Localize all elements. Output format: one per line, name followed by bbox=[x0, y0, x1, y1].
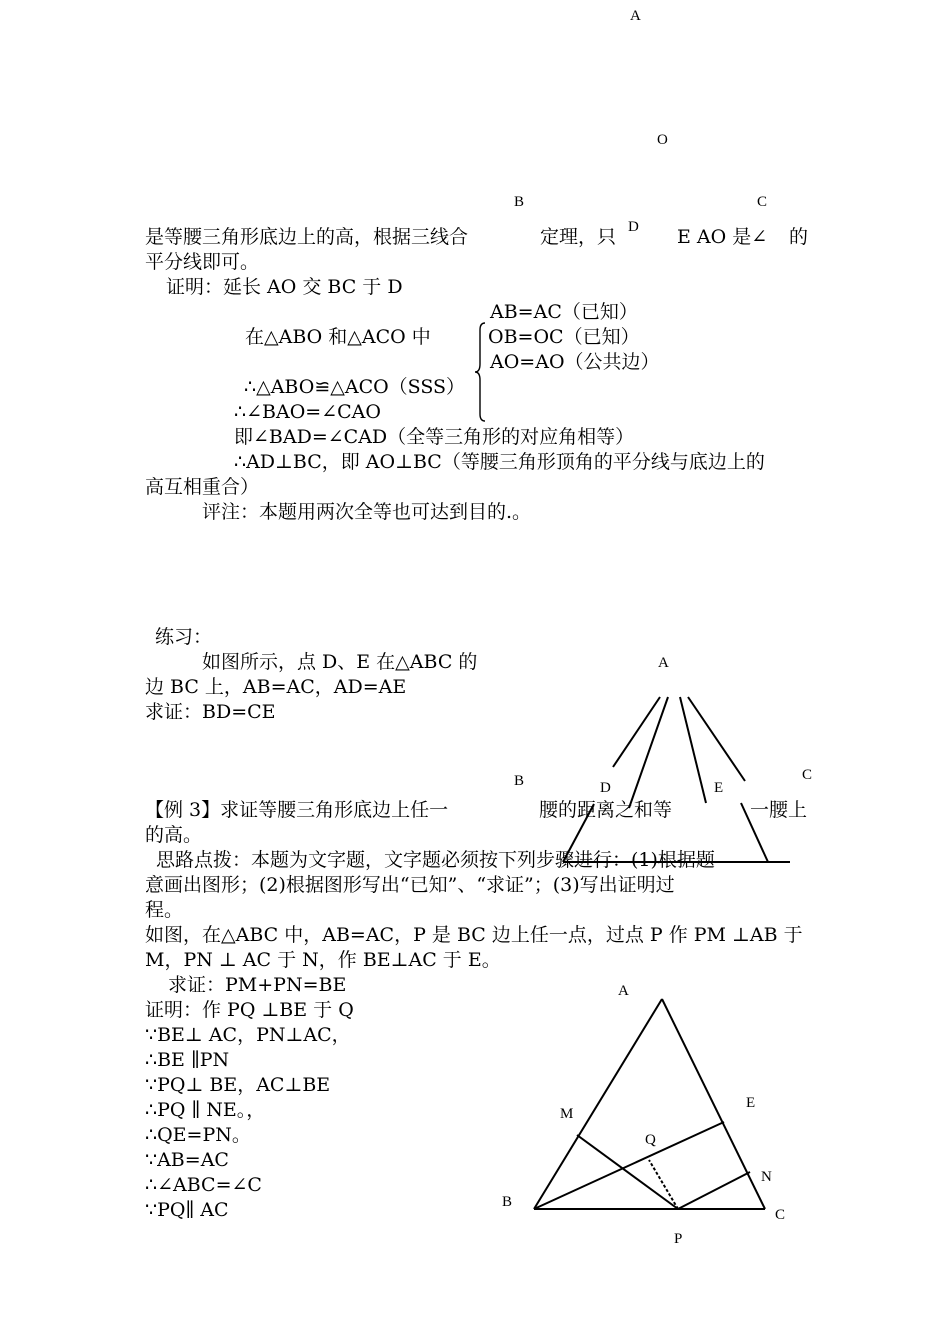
fig3-label-e: E bbox=[746, 1095, 756, 1111]
fig3-label-c: C bbox=[775, 1207, 786, 1223]
practice-title: 练习： bbox=[155, 626, 213, 648]
practice-line3: 求证：BD=CE bbox=[145, 701, 276, 723]
sec1-comment: 评注：本题用两次全等也可达到目的.。 bbox=[202, 501, 532, 523]
ex3-proof-line: ∴BE ∥PN bbox=[145, 1049, 230, 1071]
ex3-title-part2: 腰的距离之和等 bbox=[539, 799, 673, 821]
sec1-line1b: 定理，只 bbox=[540, 226, 617, 248]
ex3-proof-line: 证明：作 PQ ⊥BE 于 Q bbox=[145, 999, 354, 1021]
fig2-label-a: A bbox=[658, 655, 669, 671]
sec1-cond1: AB=AC（已知） bbox=[490, 301, 638, 323]
fig2-label-c: C bbox=[802, 767, 813, 783]
ex3-title-part1: 【例 3】求证等腰三角形底边上任一 bbox=[145, 799, 449, 821]
sec1-step4: ∴AD⊥BC，即 AO⊥BC（等腰三角形顶角的平分线与底边上的 bbox=[234, 451, 765, 473]
ex3-title-line2: 的高。 bbox=[145, 824, 203, 846]
ex3-hint3: 程。 bbox=[145, 899, 184, 921]
ex3-proof-line: ∴∠ABC=∠C bbox=[145, 1174, 262, 1196]
sec1-step3: 即∠BAD=∠CAD（全等三角形的对应角相等） bbox=[234, 426, 635, 448]
fig2-label-b: B bbox=[514, 773, 525, 789]
fig3-segment-pm bbox=[577, 1135, 678, 1209]
fig3-label-m: M bbox=[560, 1106, 574, 1122]
ex3-title-part3: 一腰上 bbox=[750, 799, 808, 821]
sec1-step2: ∴∠BAO=∠CAO bbox=[234, 401, 381, 423]
fig1-label-o: O bbox=[657, 132, 668, 148]
ex3-proof-line: ∵BE⊥ AC，PN⊥AC， bbox=[145, 1024, 351, 1046]
ex3-hint1: 思路点拨：本题为文字题，文字题必须按下列步骤进行：(1)根据题 bbox=[156, 849, 715, 871]
fig3-label-a: A bbox=[618, 983, 629, 999]
sec1-cond3: AO=AO（公共边） bbox=[490, 351, 660, 373]
ex3-proof-line: ∵PQ∥ AC bbox=[145, 1199, 229, 1221]
fig3-segment-pn bbox=[678, 1172, 750, 1209]
fig2-label-d: D bbox=[600, 780, 611, 796]
fig3-label-p: P bbox=[674, 1231, 683, 1247]
fig2-label-e: E bbox=[714, 780, 724, 796]
ex3-proof-line: ∴QE=PN。 bbox=[145, 1124, 251, 1146]
ex3-proof-line: ∵PQ⊥ BE，AC⊥BE bbox=[145, 1074, 331, 1096]
ex3-given1: 如图，在△ABC 中，AB=AC，P 是 BC 边上任一点，过点 P 作 PM ⊥AB 于 bbox=[145, 924, 803, 946]
sec1-line3: 证明：延长 AO 交 BC 于 D bbox=[166, 276, 403, 298]
fig3-label-q: Q bbox=[645, 1132, 656, 1148]
ex3-prove: 求证：PM+PN=BE bbox=[168, 974, 347, 996]
sec1-cond2: OB=OC（已知） bbox=[488, 326, 640, 348]
ex3-proof-line: ∵AB=AC bbox=[145, 1149, 229, 1171]
fig3-label-b: B bbox=[502, 1194, 513, 1210]
sec1-step1: ∴△ABO≌△ACO（SSS） bbox=[244, 376, 466, 398]
sec1-line1d: 的 bbox=[789, 226, 809, 248]
fig1-label-c: C bbox=[757, 194, 768, 210]
fig1-label-b: B bbox=[514, 194, 525, 210]
ex3-given2: M，PN ⊥ AC 于 N，作 BE⊥AC 于 E。 bbox=[145, 949, 501, 971]
fig1-label-a: A bbox=[630, 8, 641, 24]
fig3-segment-pq bbox=[649, 1160, 678, 1209]
fig3-side-ab bbox=[534, 999, 662, 1209]
sec1-line1c: E AO 是∠ bbox=[677, 226, 768, 248]
fig3-segment-be bbox=[534, 1122, 724, 1209]
practice-line2: 边 BC 上，AB=AC，AD=AE bbox=[145, 676, 407, 698]
ex3-proof-line: ∴PQ ∥ NE。， bbox=[145, 1099, 266, 1121]
fig1-label-d: D bbox=[628, 219, 639, 235]
sec1-line2: 平分线即可。 bbox=[145, 251, 260, 273]
ex3-hint2: 意画出图形；(2)根据图形写出“已知”、“求证”；(3)写出证明过 bbox=[145, 874, 675, 896]
practice-line1: 如图所示，点 D、E 在△ABC 的 bbox=[202, 651, 478, 673]
sec1-step5: 高互相重合） bbox=[145, 476, 260, 498]
sec1-in-triangles: 在△ABO 和△ACO 中 bbox=[245, 326, 431, 348]
fig3-label-n: N bbox=[761, 1169, 772, 1185]
sec1-line1a: 是等腰三角形底边上的高，根据三线合 bbox=[145, 226, 469, 248]
